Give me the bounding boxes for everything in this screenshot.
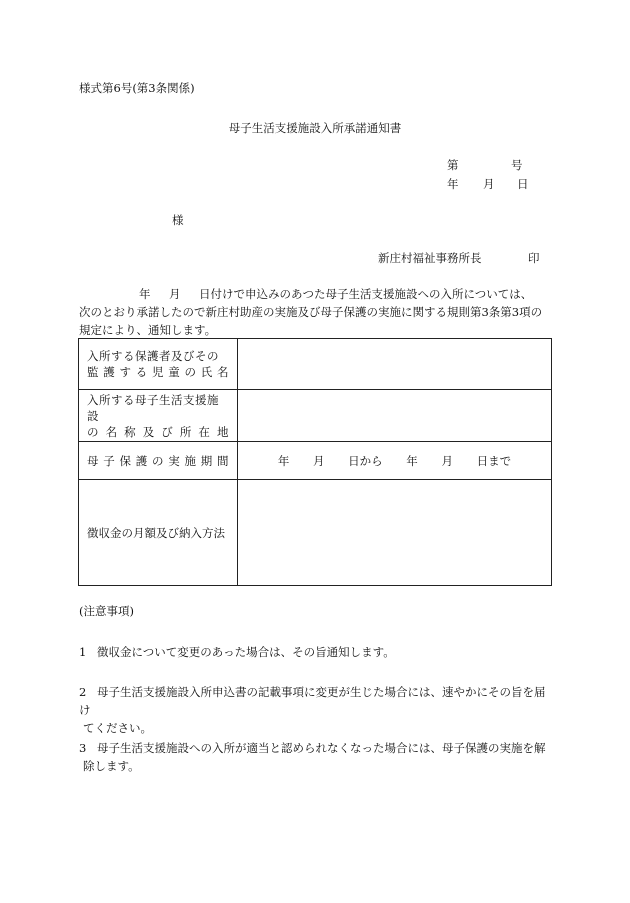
note-number: 1 <box>79 645 87 659</box>
guardian-child-label <box>79 339 238 390</box>
label-line: 入所する保護者及びその <box>87 349 219 363</box>
period-label <box>79 442 238 480</box>
facility-label <box>79 390 238 442</box>
label-char: 在 <box>198 424 211 439</box>
note-number: 3 <box>79 741 87 755</box>
label-char: 及 <box>142 424 155 439</box>
fee-label: 徴収金の月額及び納入方法 <box>79 480 238 586</box>
period-start-year: 年 <box>277 453 290 468</box>
label-char: 護 <box>135 453 148 468</box>
date-month: 月 <box>483 177 495 191</box>
fee-value[interactable] <box>238 480 552 586</box>
intro-line1: 日付けで申込みのあつた母子生活支援施設への入所については、 <box>199 287 533 301</box>
label-char: 称 <box>124 424 137 439</box>
notification-table <box>78 338 552 586</box>
note-text-cont: 除します。 <box>83 759 140 773</box>
label-char: 地 <box>216 424 229 439</box>
label-char: 氏 <box>200 365 213 379</box>
date-year: 年 <box>447 177 459 191</box>
table-row <box>79 442 552 480</box>
note-text-cont: てください。 <box>83 721 152 735</box>
label-char: す <box>119 365 132 379</box>
facility-value[interactable] <box>238 390 552 442</box>
intro-year: 年 <box>139 287 151 301</box>
label-char: 名 <box>105 424 118 439</box>
table-row <box>79 390 552 442</box>
label-char: 児 <box>152 365 164 379</box>
period-start-day: 日から <box>348 453 383 468</box>
document-title: 母子生活支援施設入所承諾通知書 <box>228 121 402 135</box>
number-suffix: 号 <box>511 158 523 172</box>
form-number: 様式第6号(第3条関係) <box>79 81 195 95</box>
notes-heading: (注意事項) <box>79 604 134 618</box>
note-item <box>79 643 551 661</box>
label-char: 実 <box>168 453 181 468</box>
period-start-month: 月 <box>312 453 325 468</box>
intro-paragraph <box>79 285 554 339</box>
period-end-day: 日まで <box>476 453 512 468</box>
label-char: 護 <box>103 365 116 379</box>
number-label: 第 <box>447 158 459 172</box>
label-char: 監 <box>87 365 99 379</box>
label-line: 入所する母子生活支援施設 <box>87 392 219 423</box>
label-char: 保 <box>119 453 132 468</box>
label-char: 童 <box>168 365 181 379</box>
intro-line2: 次のとおり承諾したので新庄村助産の実施及び母子保護の実施に関する規則第3条第3項の <box>79 305 543 319</box>
label-char: る <box>135 365 148 379</box>
table-row <box>79 480 552 586</box>
label-char: 施 <box>184 453 197 468</box>
label-char: 所 <box>179 424 192 439</box>
label-char: 間 <box>217 453 229 468</box>
intro-month: 月 <box>169 287 181 301</box>
label-char: の <box>87 424 99 439</box>
period-value[interactable] <box>238 442 552 480</box>
label-char: の <box>152 453 164 468</box>
guardian-child-value[interactable] <box>238 339 552 390</box>
label-char: の <box>184 365 197 379</box>
intro-line3: 規定により、通知します。 <box>79 323 217 337</box>
table-row <box>79 339 552 390</box>
label-char: 期 <box>200 453 213 468</box>
seal-mark: 印 <box>528 251 540 265</box>
label-char: 名 <box>217 365 229 379</box>
addressee-suffix: 様 <box>172 213 184 227</box>
note-item <box>79 739 551 775</box>
note-text: 徴収金について変更のあった場合は、その旨通知します。 <box>97 645 395 659</box>
label-char: 子 <box>103 453 116 468</box>
date-day: 日 <box>517 177 529 191</box>
note-text: 母子生活支援施設への入所が適当と認められなくなった場合には、母子保護の実施を解 <box>97 741 546 755</box>
period-end-year: 年 <box>406 453 418 468</box>
label-char: 母 <box>87 453 99 468</box>
note-item <box>79 683 551 737</box>
note-text: 母子生活支援施設入所申込書の記載事項に変更が生じた場合には、速やかにその旨を届け <box>79 685 546 717</box>
period-end-month: 月 <box>441 453 453 468</box>
issuer-name: 新庄村福祉事務所長 <box>378 251 482 265</box>
note-number: 2 <box>79 685 87 699</box>
label-char: び <box>161 424 174 439</box>
